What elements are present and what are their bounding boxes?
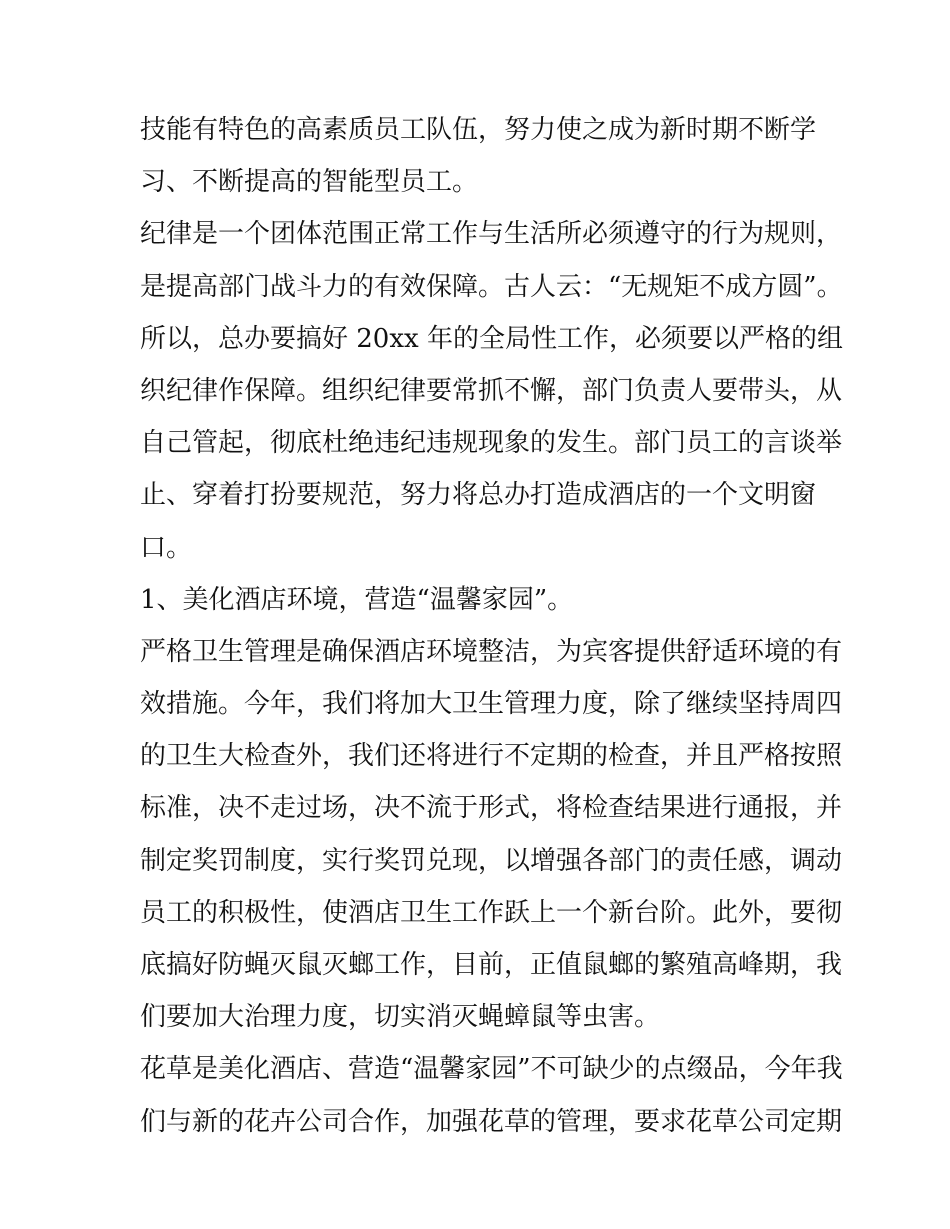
text-line: 止、穿着打扮要规范，努力将总办打造成酒店的一个文明窗 (140, 480, 817, 511)
text-line: 纪律是一个团体范围正常工作与生活所必须遵守的行为规则， (140, 219, 843, 250)
text-line: 们要加大治理力度，切实消灭蝇蟑鼠等虫害。 (140, 1002, 661, 1033)
text-line: 制定奖罚制度，实行奖罚兑现，以增强各部门的责任感，调动 (140, 845, 843, 876)
text-line: 织纪律作保障。组织纪律要常抓不懈，部门负责人要带头，从 (140, 375, 843, 406)
text-line: 们与新的花卉公司合作，加强花草的管理，要求花草公司定期 (140, 1106, 843, 1137)
text-line: 是提高部门战斗力的有效保障。古人云：“无规矩不成方圆”。 (140, 271, 843, 302)
document-body (140, 104, 843, 1148)
text-line: 口。 (140, 532, 193, 563)
section-heading: 1、美化酒店环境，营造“温馨家园”。 (140, 584, 574, 615)
text-line: 员工的积极性，使酒店卫生工作跃上一个新台阶。此外，要彻 (140, 897, 843, 928)
text-line: 底搞好防蝇灭鼠灭螂工作，目前，正值鼠螂的繁殖高峰期，我 (140, 950, 843, 980)
text-line: 的卫生大检查外，我们还将进行不定期的检查，并且严格按照 (140, 741, 843, 772)
text-line: 标准，决不走过场，决不流于形式，将检查结果进行通报，并 (140, 793, 843, 824)
text-line: 技能有特色的高素质员工队伍，努力使之成为新时期不断学 (140, 115, 817, 145)
text-line: 习、不断提高的智能型员工。 (140, 167, 479, 198)
text-line: 花草是美化酒店、营造“温馨家园”不可缺少的点缀品，今年我 (140, 1054, 843, 1085)
text-line: 自己管起，彻底杜绝违纪违规现象的发生。部门员工的言谈举 (140, 428, 843, 459)
text-line: 效措施。今年，我们将加大卫生管理力度，除了继续坚持周四 (140, 689, 843, 720)
text-line: 所以，总办要搞好 20xx 年的全局性工作，必须要以严格的组 (140, 323, 843, 354)
text-line: 严格卫生管理是确保酒店环境整洁，为宾客提供舒适环境的有 (140, 636, 843, 667)
